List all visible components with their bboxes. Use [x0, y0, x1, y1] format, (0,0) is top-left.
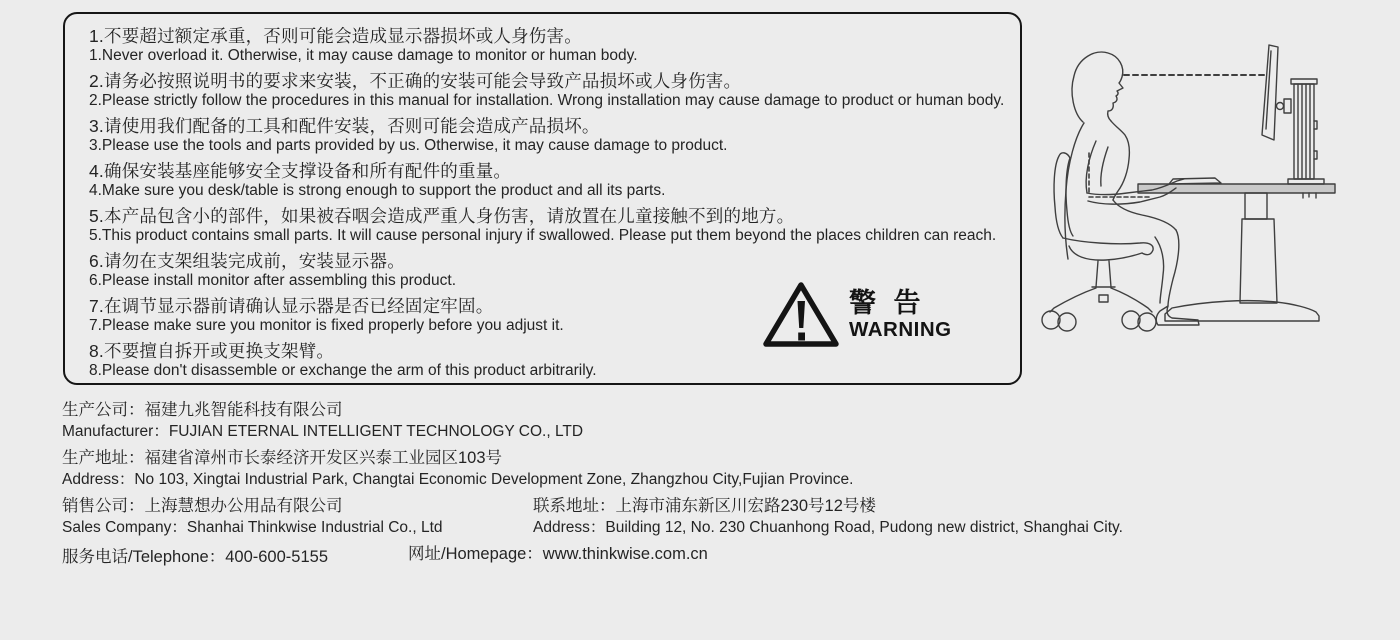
warning-text-zh: 2.请务必按照说明书的要求来安装，不正确的安装可能会导致产品损坏或人身伤害。	[89, 71, 742, 91]
caster-wheel	[1122, 311, 1140, 329]
manufacturer-zh: 生产公司：福建九兆智能科技有限公司	[62, 401, 343, 419]
sales-company-en: Sales Company：Shanhai Thinkwise Industrial Co., Ltd	[62, 519, 443, 536]
exclamation-bar	[798, 301, 806, 328]
monitor-screen-edge	[1266, 51, 1271, 129]
manufacturer-info	[62, 399, 583, 442]
desk-clamp-ticks	[1303, 193, 1316, 198]
factory-address-info	[62, 447, 853, 490]
warning-item	[89, 25, 1020, 64]
sales-company-zh: 销售公司：上海慧想办公用品有限公司	[62, 497, 343, 515]
ergonomic-posture-illustration	[1022, 25, 1397, 355]
chair-gas-lift	[1092, 261, 1115, 287]
warning-label-en: WARNING	[849, 318, 952, 341]
chair-star-legs	[1050, 288, 1152, 312]
warning-text-en: 4.Make sure you desk/table is strong enough to support the product and all its parts.	[89, 182, 666, 199]
warning-label-zh: 警 告	[849, 288, 926, 318]
warning-item	[89, 70, 1020, 109]
warning-item	[89, 160, 1020, 199]
warning-text-en: 6.Please install monitor after assembling this product.	[89, 272, 457, 289]
caster-wheel	[1138, 313, 1156, 331]
warning-text-en: 7.Please make sure you monitor is fixed properly before you adjust it.	[89, 317, 564, 334]
homepage-line: 网址/Homepage：www.thinkwise.com.cn	[408, 545, 708, 563]
vesa-knob	[1277, 103, 1284, 110]
person-head	[1072, 52, 1123, 122]
contact-address-info	[533, 495, 1123, 538]
desk-column-lower	[1240, 219, 1277, 303]
monitor-pole-lines	[1298, 85, 1310, 178]
monitor-pole	[1294, 84, 1314, 179]
warning-text-en: 5.This product contains small parts. It will cause personal injury if swallowed. Please put them beyond the places children can reach.	[89, 227, 997, 244]
contact-address-zh: 联系地址：上海市浦东新区川宏路230号12号楼	[533, 497, 876, 515]
homepage-info	[408, 543, 708, 565]
warning-text-zh: 7.在调节显示器前请确认显示器是否已经固定牢固。	[89, 296, 494, 316]
caster-wheel	[1058, 313, 1076, 331]
monitor-pole-cap	[1291, 79, 1317, 84]
warning-text-zh: 5.本产品包含小的部件，如果被吞咽会造成严重人身伤害，请放置在儿童接触不到的地方。	[89, 206, 795, 226]
person-foot	[1156, 306, 1199, 325]
warning-text-zh: 1.不要超过额定承重，否则可能会造成显示器损坏或人身伤害。	[89, 26, 582, 46]
warning-sign	[761, 280, 952, 350]
manufacturer-en: Manufacturer：FUJIAN ETERNAL INTELLIGENT TECHNOLOGY CO., LTD	[62, 423, 584, 440]
telephone-line: 服务电话/Telephone：400-600-5155	[62, 548, 328, 566]
contact-address-en: Address：Building 12, No. 230 Chuanhong Road, Pudong new district, Shanghai City.	[533, 519, 1123, 536]
chair-backrest	[1054, 153, 1073, 238]
telephone-info	[62, 546, 328, 568]
monitor-pole-base	[1288, 179, 1324, 184]
warning-text-zh: 8.不要擅自拆开或更换支架臂。	[89, 341, 335, 361]
caster-wheel	[1042, 311, 1060, 329]
factory-address-en: Address：No 103, Xingtai Industrial Park, Changtai Economic Development Zone, Zhangzhou City,Fujian Province.	[62, 471, 854, 488]
warning-text-zh: 3.请使用我们配备的工具和配件安装，否则可能会造成产品损坏。	[89, 116, 600, 136]
sales-company-info	[62, 495, 443, 538]
desk-column-upper	[1245, 193, 1267, 219]
warning-text-en: 8.Please don't disassemble or exchange the arm of this product arbitrarily.	[89, 362, 597, 379]
factory-address-zh: 生产地址：福建省漳州市长泰经济开发区兴泰工业园区103号	[62, 449, 503, 467]
desk-base-plate	[1165, 301, 1319, 321]
person-lower-leg	[1155, 230, 1179, 306]
chair-seat	[1063, 238, 1153, 260]
exclamation-dot	[798, 333, 805, 341]
warning-text-en: 3.Please use the tools and parts provided by us. Otherwise, it may cause damage to product.	[89, 137, 728, 154]
warning-triangle-icon	[761, 280, 841, 350]
warning-text-zh: 4.确保安装基座能够安全支撑设备和所有配件的重量。	[89, 161, 512, 181]
warning-item	[89, 205, 1020, 244]
warning-text-en: 2.Please strictly follow the procedures in this manual for installation. Wrong installation may cause damage to product or human body.	[89, 92, 1005, 109]
warning-item	[89, 115, 1020, 154]
warning-text-zh: 6.请勿在支架组装完成前，安装显示器。	[89, 251, 405, 271]
warning-sign-labels	[849, 288, 952, 342]
person-chest	[1111, 121, 1129, 200]
warning-text-en: 1.Never overload it. Otherwise, it may cause damage to monitor or human body.	[89, 47, 638, 64]
vesa-bracket	[1284, 99, 1291, 113]
